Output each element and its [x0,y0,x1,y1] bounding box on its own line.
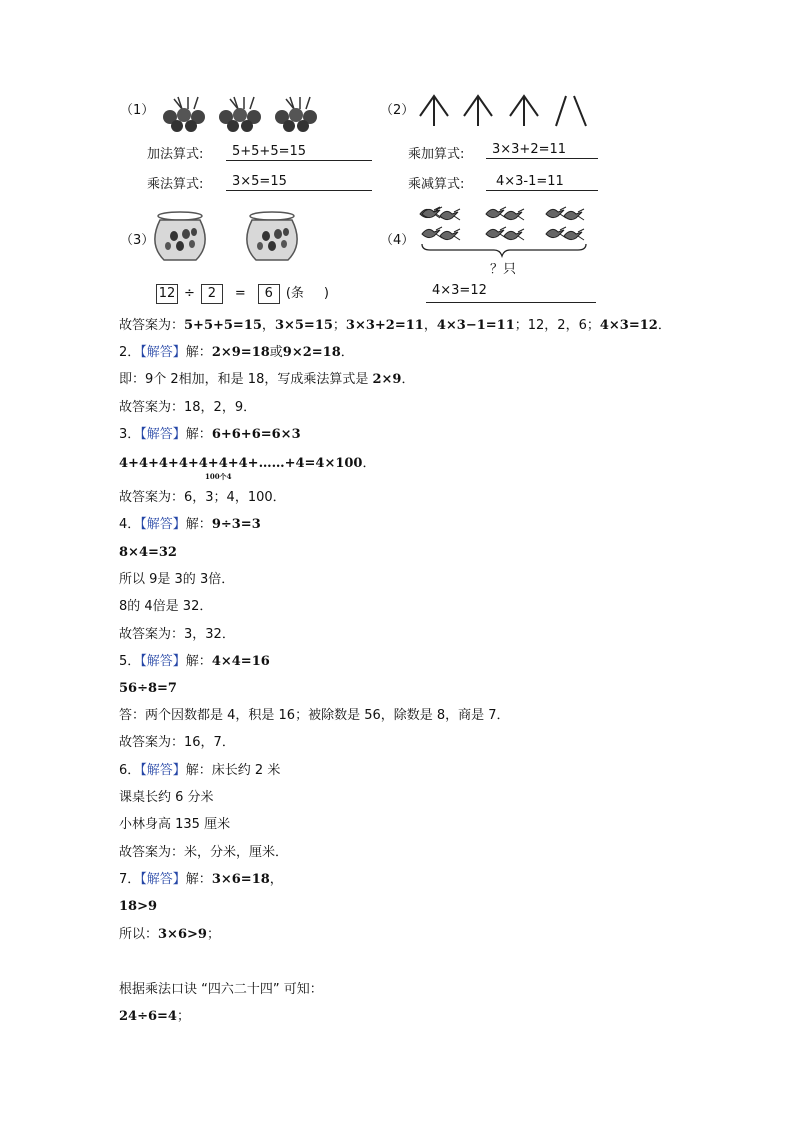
line-text: 所以 9是 3的 3倍． [119,572,235,587]
unit-close: ) [323,286,329,301]
grape-cluster-icons [160,95,330,135]
line-text: 8的 4倍是 32． [119,599,213,614]
line-text: ． [362,456,376,471]
answer-tag: 【解答】 [140,654,186,669]
math-expression: 3×3+2=11 [345,318,424,333]
grape-cluster-icon [163,97,205,132]
line-text: 2． [119,345,141,360]
math-expression: 3×5=15 [274,318,333,333]
answer-tag: 【解答】 [140,427,186,442]
line-text: 故答案为：6，3；4，100． [119,490,286,505]
math-expression: 4×3−1=11 [436,318,515,333]
line-text: 解： [185,345,212,360]
underbrace-label: 100个4 [205,472,232,481]
answer-line [119,456,376,481]
line-text: 所以： [119,927,159,942]
line-text: 4． [119,517,141,532]
line-text: 解：床长约 2 米 [185,763,281,778]
fish-bowls-icon [152,210,312,266]
answer-line [119,654,270,670]
mulsub-answer: 4×3-1=11 [486,174,598,191]
line-text: 答：两个因数都是 4，积是 16；被除数是 56，除数是 8，商是 7． [119,708,510,723]
math-expression: 3×6=18 [211,872,270,887]
answer-line [119,872,283,888]
bird-question: ？只 [490,262,517,277]
line-text: ， [261,318,275,333]
quotient-box: 6 [258,284,280,304]
line-text: 即：9个 2相加，和是 18，写成乘法算式是 [119,372,373,387]
answer-line [119,372,414,388]
item-2-number: （2） [380,103,415,118]
line-text: 解： [185,654,212,669]
math-expression: 5+5+5=15 [184,318,262,333]
answer-line [119,427,301,443]
mulsub-label: 乘减算式: [408,177,465,192]
line-text: 课桌长约 6 分米 [119,790,214,805]
line-text: ， [269,872,283,887]
math-expression: 18>9 [119,899,158,914]
equals-sign: = [234,286,246,301]
exercise-figure [0,0,794,310]
line-text: 故答案为：米，分米，厘米． [119,845,289,860]
line-text: 解： [185,517,212,532]
bird-answer: 4×3=12 [426,283,596,303]
line-text: ， [423,318,437,333]
math-expression: 4×4=16 [211,654,270,669]
answer-tag: 【解答】 [140,763,186,778]
unit-label: (条 [285,286,304,301]
line-text: 故答案为：3，32． [119,627,235,642]
stick-figures-icon [418,92,598,132]
line-text: 或 [269,345,283,360]
line-text: 5． [119,654,141,669]
math-expression: 8×4=32 [119,545,177,560]
answer-line [119,599,212,615]
line-text: 根据乘法口诀 “四六二十四” 可知： [119,982,323,997]
line-text: 解： [185,427,212,442]
answer-line [119,400,256,416]
answer-line [119,517,261,533]
add-label: 加法算式: [147,147,204,162]
line-text: ； [206,927,220,942]
answer-line [119,735,235,751]
line-text: ；12，2，6； [514,318,600,333]
answer-tag: 【解答】 [140,345,186,360]
dividend-box: 12 [156,284,178,304]
math-expression: 4×3=12 [599,318,658,333]
line-text: 故答案为：18，2，9． [119,400,257,415]
division-equation [156,284,329,304]
line-text: ； [332,318,346,333]
bird-groups-icon [418,204,594,262]
item-4-number: （4） [380,233,415,248]
answer-line [119,982,323,998]
line-text: 7． [119,872,141,887]
line-text: 解： [185,872,212,887]
math-expression: 4+4+4+4+4+4+4+……+4=4×100 [119,456,363,471]
answer-line [119,318,671,334]
math-expression: 6+6+6=6×3 [211,427,301,442]
math-expression: 56÷8=7 [119,681,177,696]
line-text: 3． [119,427,141,442]
math-expression: 3×6>9 [158,927,207,942]
math-expression: 2×9=18 [211,345,270,360]
answer-line [119,1009,190,1025]
item-3-number: （3） [120,233,155,248]
answer-tag: 【解答】 [140,517,186,532]
mul-answer: 3×5=15 [226,174,372,191]
answer-line [119,545,177,561]
divide-sign: ÷ [184,286,195,301]
item-1-number: （1） [120,103,155,118]
line-text: ． [401,372,415,387]
answer-line [119,817,230,833]
math-expression: 9×2=18 [282,345,341,360]
add-answer: 5+5+5=15 [226,144,372,161]
line-text: 故答案为：16，7． [119,735,235,750]
math-expression: 24÷6=4 [119,1009,177,1024]
mul-label: 乘法算式: [147,177,204,192]
answer-line [119,708,510,724]
line-text: ． [340,345,354,360]
muladd-answer: 3×3+2=11 [486,142,598,159]
answer-line [119,763,280,779]
answer-line [119,345,354,361]
answer-line [119,572,234,588]
math-expression: 9÷3=3 [211,517,261,532]
answer-line [119,627,235,643]
answer-line [119,845,288,861]
math-expression: 2×9 [372,372,402,387]
answer-line [119,490,286,506]
answer-line [119,899,157,915]
line-text: 6． [119,763,141,778]
line-text: ； [176,1009,190,1024]
answer-line [119,790,214,806]
muladd-label: 乘加算式: [408,147,465,162]
line-text: 小林身高 135 厘米 [119,817,231,832]
answer-line [119,681,177,697]
answer-line [119,927,220,943]
line-text: 故答案为： [119,318,185,333]
line-text: ． [657,318,671,333]
divisor-box: 2 [201,284,223,304]
answer-tag: 【解答】 [140,872,186,887]
